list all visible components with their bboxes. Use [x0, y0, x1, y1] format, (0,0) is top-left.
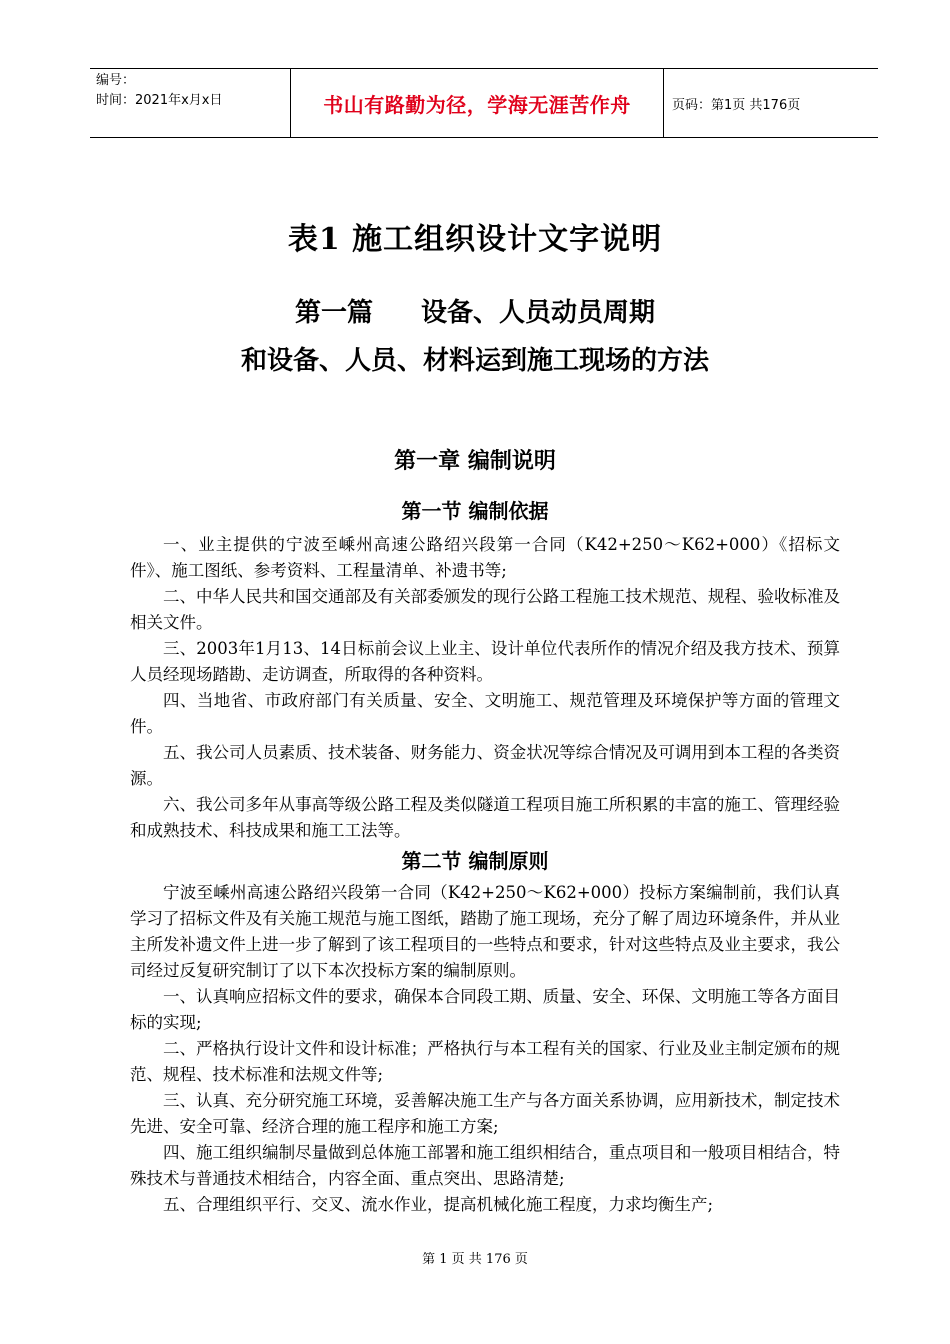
paragraph: 六、我公司多年从事高等级公路工程及类似隧道工程项目施工所积累的丰富的施工、管理经验和成熟技术、科技成果和施工工法等。 — [130, 795, 840, 840]
section-body — [130, 880, 840, 1218]
paragraph: 二、中华人民共和国交通部及有关部委颁发的现行公路工程施工技术规范、规程、验收标准及相关文件。 — [130, 587, 840, 632]
chapter-heading: 第一章 编制说明 — [394, 448, 556, 474]
part-name: 设备、人员动员周期 — [421, 298, 656, 328]
section-heading: 第二节 编制原则 — [401, 849, 549, 873]
header-page-number: 页码：第1页 共176页 — [672, 97, 801, 113]
paragraph: 三、2003年1月13、14日标前会议上业主、设计单位代表所作的情况介绍及我方技术、预算人员经现场踏勘、走访调查，所取得的各种资料。 — [130, 639, 840, 684]
paragraph: 四、施工组织编制尽量做到总体施工部署和施工组织相结合，重点项目和一般项目相结合，特殊技术与普通技术相结合，内容全面、重点突出、思路清楚; — [130, 1143, 840, 1188]
section-body — [130, 532, 840, 844]
part-title — [0, 292, 950, 329]
header-meta — [90, 69, 290, 137]
page-footer: 第 1 页 共 176 页 — [422, 1252, 528, 1267]
paragraph: 五、合理组织平行、交叉、流水作业，提高机械化施工程度，力求均衡生产; — [163, 1195, 714, 1214]
page-header — [90, 68, 878, 138]
part-number: 第一篇 — [294, 298, 373, 328]
paragraph: 一、业主提供的宁波至嵊州高速公路绍兴段第一合同（K42+250～K62+000）《招标文件》、施工图纸、参考资料、工程量清单、补遗书等; — [130, 535, 840, 580]
paragraph: 宁波至嵊州高速公路绍兴段第一合同（K42+250～K62+000）投标方案编制前，我们认真学习了招标文件及有关施工规范与施工图纸，踏勘了施工现场，充分了解了周边环境条件，并从业主所发补遗文件上进一步了解到了该工程项目的一些特点和要求，针对这些特点及业主要求，我公司经过反复研究制订了以下本次投标方案的编制原则。 — [130, 883, 840, 980]
header-motto: 书山有路勤为径，学海无涯苦作舟 — [290, 69, 664, 137]
paragraph: 四、当地省、市政府部门有关质量、安全、文明施工、规范管理及环境保护等方面的管理文件。 — [130, 691, 840, 736]
document-title: 表1 施工组织设计文字说明 — [287, 222, 663, 257]
paragraph: 三、认真、充分研究施工环境，妥善解决施工生产与各方面关系协调，应用新技术，制定技术先进、安全可靠、经济合理的施工程序和施工方案; — [130, 1091, 840, 1136]
paragraph: 一、认真响应招标文件的要求，确保本合同段工期、质量、安全、环保、文明施工等各方面目标的实现; — [130, 987, 840, 1032]
section-heading: 第一节 编制依据 — [401, 499, 549, 523]
part-subtitle: 和设备、人员、材料运到施工现场的方法 — [240, 346, 709, 376]
doc-time: 时间：2021年x月x日 — [96, 93, 223, 108]
paragraph: 二、严格执行设计文件和设计标准；严格执行与本工程有关的国家、行业及业主制定颁布的规范、规程、技术标准和法规文件等; — [130, 1039, 840, 1084]
paragraph: 五、我公司人员素质、技术装备、财务能力、资金状况等综合情况及可调用到本工程的各类资源。 — [130, 743, 840, 788]
doc-number: 编号： — [96, 73, 136, 88]
